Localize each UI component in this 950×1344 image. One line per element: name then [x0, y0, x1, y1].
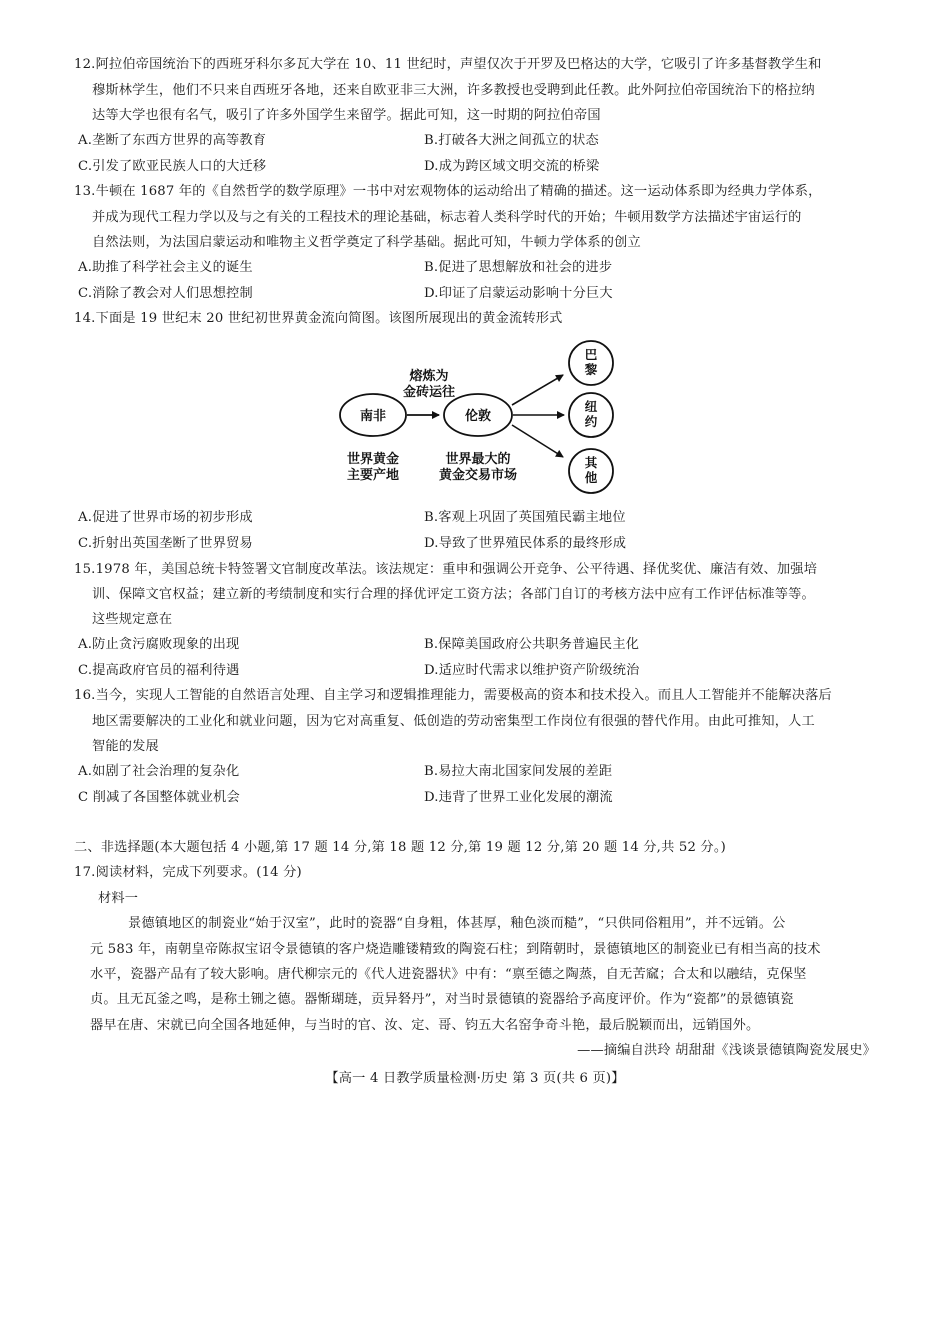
- q12-line-1: 12.阿拉伯帝国统治下的西班牙科尔多瓦大学在 10、11 世纪时，声望仅次于开罗及巴格达的大学，它吸引了许多基督教学生和: [74, 57, 822, 72]
- gold-flow-diagram: [330, 335, 620, 500]
- section-2-heading: 二、非选择题(本大题包括 4 小题,第 17 题 14 分,第 18 题 12 分,第 19 题 12 分,第 20 题 14 分,共 52 分。): [74, 840, 726, 855]
- q12-option-c: C.引发了欧亚民族人口的大迁移: [78, 159, 267, 174]
- q13-line-2: 并成为现代工程力学以及与之有关的工程技术的理论基础，标志着人类科学时代的开始；牛顿用数学方法描述宇宙运行的: [92, 210, 802, 225]
- arrow-label-line-2: 金砖运往: [402, 385, 456, 400]
- q14-option-b: B.客观上巩固了英国殖民霸主地位: [424, 510, 626, 525]
- q16-option-b: B.易拉大南北国家间发展的差距: [424, 764, 613, 779]
- q16-option-c: C 削减了各国整体就业机会: [78, 790, 240, 805]
- node-south-africa-label: 南非: [359, 409, 387, 424]
- node-other-label-1: 其: [584, 455, 598, 470]
- node-newyork-label-1: 纽: [584, 399, 598, 414]
- q12-line-2: 穆斯林学生，他们不只来自西班牙各地，还来自欧亚非三大洲，许多教授也受聘到此任教。此外阿拉伯帝国统治下的格拉纳: [92, 83, 815, 98]
- material-label: 材料一: [98, 891, 139, 906]
- q13-line-3: 自然法则，为法国启蒙运动和唯物主义哲学奠定了科学基础。据此可知，牛顿力学体系的创立: [92, 235, 641, 250]
- q13-option-b: B.促进了思想解放和社会的进步: [424, 260, 613, 275]
- node-london-label: 伦敦: [464, 409, 492, 424]
- arrow-london-other: [512, 425, 563, 457]
- q12-line-3: 达等大学也很有名气，吸引了许多外国学生来留学。据此可知，这一时期的阿拉伯帝国: [92, 108, 601, 123]
- material-line-2: 元 583 年，南朝皇帝陈叔宝诏令景德镇的客户烧造雕镂精致的陶瓷石柱；到隋朝时，景德镇地区的制瓷业已有相当高的技术: [90, 942, 821, 957]
- q14-option-d: D.导致了世界殖民体系的最终形成: [424, 536, 627, 551]
- q14-option-a: A.促进了世界市场的初步形成: [78, 510, 253, 525]
- page-footer: 【高一 4 日教学质量检测·历史 第 3 页(共 6 页)】: [325, 1071, 625, 1086]
- q15-line-1: 15.1978 年，美国总统卡特签署文官制度改革法。该法规定：重申和强调公开竞争、公平待遇、择优奖优、廉洁有效、加强培: [74, 562, 818, 577]
- node-paris-label-2: 黎: [584, 362, 598, 377]
- q13-option-c: C.消除了教会对人们思想控制: [78, 286, 253, 301]
- q12-option-a: A.垄断了东西方世界的高等教育: [78, 133, 267, 148]
- material-line-3: 水平，瓷器产品有了较大影响。唐代柳宗元的《代人进瓷器状》中有：“禀至德之陶蒸，自无苦窳；合太和以融结，克保坚: [90, 967, 807, 982]
- q14-line-1: 14.下面是 19 世纪末 20 世纪初世界黄金流向简图。该图所展现出的黄金流转形式: [74, 311, 563, 326]
- node-other-label-2: 他: [584, 470, 598, 485]
- q15-option-a: A.防止贪污腐败现象的出现: [78, 637, 240, 652]
- arrow-label-line-1: 熔炼为: [409, 369, 449, 384]
- q13-option-d: D.印证了启蒙运动影响十分巨大: [424, 286, 613, 301]
- q16-line-3: 智能的发展: [92, 739, 159, 754]
- q15-option-d: D.适应时代需求以维护资产阶级统治: [424, 663, 640, 678]
- q13-option-a: A.助推了科学社会主义的诞生: [78, 260, 253, 275]
- material-source: ——摘编自洪玲 胡甜甜《浅谈景德镇陶瓷发展史》: [577, 1043, 876, 1058]
- arrow-london-paris: [512, 375, 563, 405]
- q15-line-3: 这些规定意在: [92, 612, 173, 627]
- q14-option-c: C.折射出英国垄断了世界贸易: [78, 536, 253, 551]
- q15-line-2: 训、保障文官权益；建立新的考绩制度和实行合理的择优评定工资方法；各部门自订的考核方法中应有工作评估标准等等。: [92, 587, 815, 602]
- caption-right-line-2: 黄金交易市场: [438, 468, 518, 483]
- q16-line-2: 地区需要解决的工业化和就业问题，因为它对高重复、低创造的劳动密集型工作岗位有很强的替代作用。由此可推知，人工: [92, 714, 815, 729]
- q16-option-d: D.违背了世界工业化发展的潮流: [424, 790, 613, 805]
- q12-option-d: D.成为跨区域文明交流的桥梁: [424, 159, 600, 174]
- q13-line-1: 13.牛顿在 1687 年的《自然哲学的数学原理》一书中对宏观物体的运动给出了精确的描述。这一运动体系即为经典力学体系，: [74, 184, 822, 199]
- q16-option-a: A.如剧了社会治理的复杂化: [78, 764, 240, 779]
- q15-option-c: C.提高政府官员的福利待遇: [78, 663, 240, 678]
- node-paris-label-1: 巴: [584, 347, 598, 362]
- material-line-5: 器早在唐、宋就已向全国各地延伸，与当时的官、汝、定、哥、钧五大名窑争奇斗艳，最后脱颖而出，远销国外。: [90, 1018, 760, 1033]
- material-line-4: 贞。且无瓦釜之鸣，是称土铏之德。器惭瑚琏，贡异砮丹”，对当时景德镇的瓷器给予高度评价。作为“瓷都”的景德镇瓷: [90, 992, 794, 1007]
- caption-left-line-2: 主要产地: [346, 468, 400, 483]
- node-newyork-label-2: 约: [584, 414, 598, 429]
- q17-title: 17.阅读材料，完成下列要求。(14 分): [74, 865, 302, 880]
- q15-option-b: B.保障美国政府公共职务普遍民主化: [424, 637, 640, 652]
- material-line-1: 景德镇地区的制瓷业“始于汉室”，此时的瓷器“自身粗，体甚厚，釉色淡而糙”，“只供同俗粗用”，并不远销。公: [128, 916, 786, 931]
- caption-right-line-1: 世界最大的: [445, 452, 511, 467]
- q12-option-b: B.打破各大洲之间孤立的状态: [424, 133, 599, 148]
- q16-line-1: 16.当今，实现人工智能的自然语言处理、自主学习和逻辑推理能力，需要极高的资本和技术投入。而且人工智能并不能解决落后: [74, 688, 832, 703]
- caption-left-line-1: 世界黄金: [346, 452, 400, 467]
